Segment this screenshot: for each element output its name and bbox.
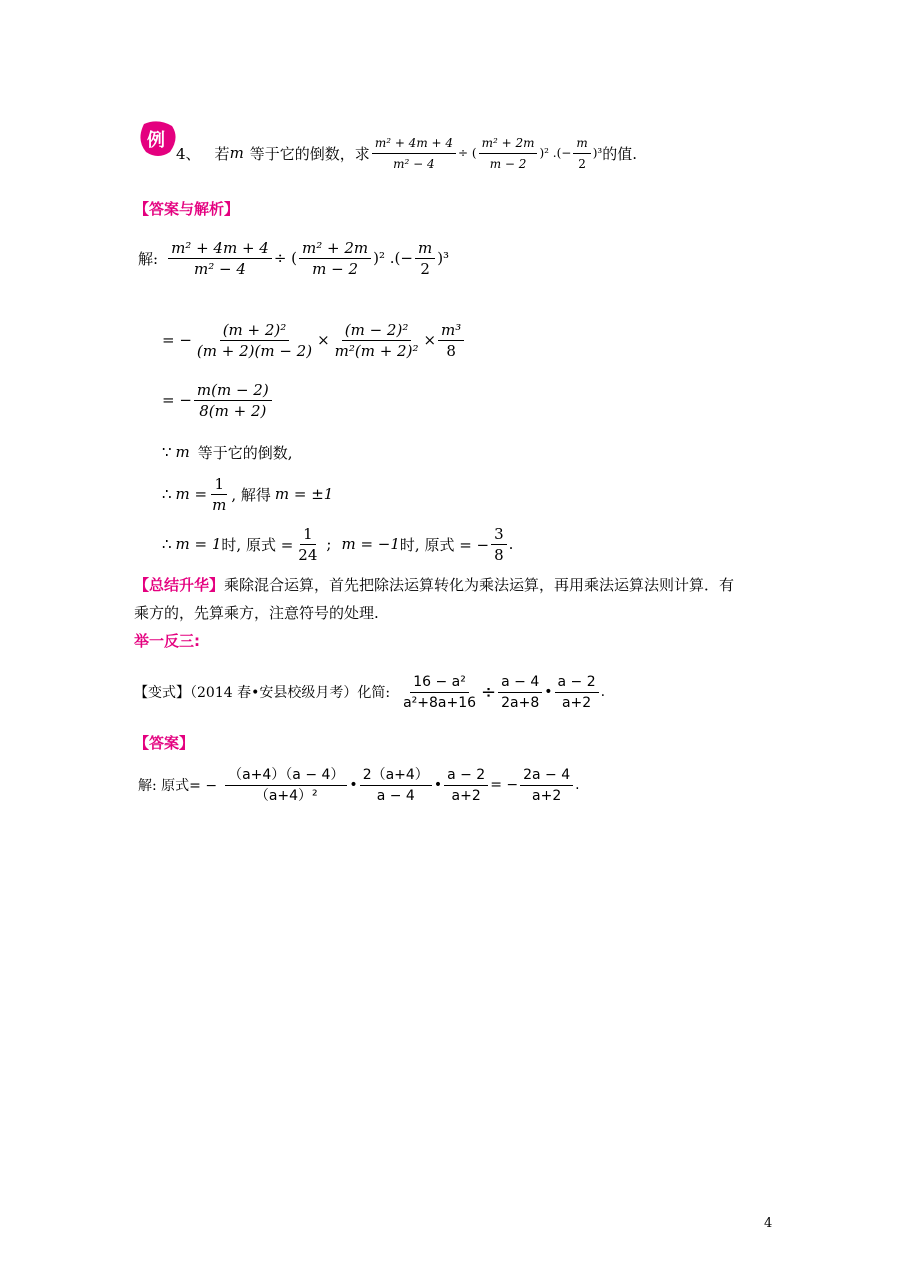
example-fraction-2 <box>479 133 538 174</box>
example-fraction-1-num: m² + 4m + 4 <box>372 133 456 154</box>
solution-l2-f1-num: (m + 2)² <box>220 320 290 341</box>
therefore1-symbol: ∴ <box>162 485 172 503</box>
solution-l1-power: )² .(− <box>373 249 413 267</box>
example-fraction-3-num: m <box>573 133 590 154</box>
solution2-dot-2: • <box>433 777 443 793</box>
summary-line-1 <box>134 574 734 595</box>
therefore1-num: 1 <box>211 474 227 495</box>
because-symbol: ∵ <box>162 443 172 461</box>
page-number: 4 <box>764 1216 773 1231</box>
solution-l2-f3-den: 8 <box>446 341 456 360</box>
solution2-eq: = − <box>490 777 519 793</box>
solution2-f2-den: a − 4 <box>376 787 415 804</box>
example-badge <box>138 120 178 158</box>
variant-label: 【变式】（2014 春•安县校级月考）化简: <box>134 685 391 701</box>
solution2-f1-num: （a+4）（a − 4） <box>225 765 347 786</box>
therefore2-result-label-2: 时, 原式 = − <box>399 535 490 554</box>
solution-l2-times-1: × <box>317 331 330 349</box>
example-badge-label: 例 <box>147 130 165 151</box>
solution-line-3 <box>162 372 274 428</box>
solution-l2-f1-den: (m + 2)(m − 2) <box>196 341 313 360</box>
example-divide: ÷ ( <box>458 146 477 160</box>
solution-l3-num: m(m − 2) <box>194 380 272 401</box>
summary-line-2: 乘方的，先算乘方，注意符号的处理. <box>134 604 379 622</box>
variant-f3-den: a+2 <box>561 694 592 711</box>
answer2-header: 【答案】 <box>134 734 195 752</box>
solution-l2-f3-num: m³ <box>438 320 464 341</box>
variant-f3-num: a − 2 <box>555 672 599 693</box>
variant-f2-num: a − 4 <box>498 672 542 693</box>
variant-fraction-2 <box>498 672 542 713</box>
solution-l2-fraction-3 <box>438 320 464 361</box>
solution2-f3-num: a − 2 <box>444 765 488 786</box>
therefore1-result: m = ±1 <box>274 485 334 503</box>
variant-dot: • <box>544 684 553 700</box>
summary-text-1: 乘除混合运算，首先把除法运算转化为乘法运算，再用乘法运算法则计算．有 <box>224 576 735 594</box>
solution2-f4-den: a+2 <box>532 787 562 804</box>
solution-l1-fraction-2 <box>299 238 371 279</box>
solution-therefore-2 <box>162 520 513 568</box>
solution-l1-f1-den: m² − 4 <box>194 259 246 278</box>
solution-l1-f3-num: m <box>415 238 435 259</box>
solution-l1-f2-num: m² + 2m <box>299 238 371 259</box>
example-suffix: 的值. <box>602 144 638 163</box>
therefore1-den: m <box>212 495 227 514</box>
summary-header: 【总结升华】 <box>134 576 225 594</box>
example-fraction-1-den: m² − 4 <box>393 156 435 171</box>
solution-jie: 解: <box>138 249 159 268</box>
therefore2-fraction-1 <box>295 524 320 565</box>
solution-l1-f1-num: m² + 4m + 4 <box>168 238 272 259</box>
because-text: 等于它的倒数, <box>197 443 293 462</box>
example-prefix: 若 <box>214 144 230 163</box>
therefore2-fraction-2 <box>491 524 507 565</box>
variant-question <box>134 666 605 718</box>
solution2-end: . <box>575 777 580 793</box>
variant-f1-num: 16 − a² <box>410 672 469 693</box>
example-question <box>176 128 637 178</box>
solution2-line <box>138 758 580 812</box>
solution-because <box>162 440 293 464</box>
therefore2-end: . <box>508 535 514 553</box>
therefore2-m2: m = −1 <box>341 535 400 553</box>
example-text: 等于它的倒数，求 <box>249 144 370 163</box>
therefore2-symbol: ∴ <box>162 535 172 553</box>
example-fraction-1 <box>372 133 456 174</box>
example-number: 4、 <box>176 144 201 163</box>
solution-l1-f3-den: 2 <box>420 259 430 278</box>
therefore2-num-2: 3 <box>491 524 507 545</box>
solution-l1-f2-den: m − 2 <box>312 259 359 278</box>
solution2-fraction-3 <box>444 765 488 806</box>
therefore2-separator: ; <box>326 535 332 553</box>
solution2-fraction-4 <box>520 765 573 806</box>
variant-fraction-1 <box>400 672 479 713</box>
example-fraction-2-num: m² + 2m <box>479 133 538 154</box>
example-fraction-2-den: m − 2 <box>489 156 527 171</box>
solution-l1-fraction-3 <box>415 238 435 279</box>
solution-l3-fraction <box>194 380 272 421</box>
solution-l3-eq: = − <box>162 391 192 409</box>
solution-l1-fraction-1 <box>168 238 272 279</box>
variant-end: . <box>600 684 606 700</box>
variant-f2-den: 2a+8 <box>501 694 540 711</box>
solution-l2-fraction-2 <box>332 320 422 361</box>
example-var-m: m <box>229 144 244 162</box>
therefore2-den-2: 8 <box>494 545 504 564</box>
variant-f1-den: a²+8a+16 <box>403 694 477 711</box>
solution-l1-divide: ÷ ( <box>273 249 298 267</box>
solution-l3-den: 8(m + 2) <box>199 401 267 420</box>
solution-l2-f2-den: m²(m + 2)² <box>334 341 419 360</box>
solution2-fraction-1 <box>225 765 347 806</box>
example-power-3: )³ <box>592 146 603 160</box>
variant-divide: ÷ <box>481 681 497 703</box>
solution-l1-power-3: )³ <box>437 249 450 267</box>
example-power: )² .(− <box>539 146 572 160</box>
therefore2-num-1: 1 <box>300 524 316 545</box>
variant-fraction-3 <box>555 672 599 713</box>
extend-header: 举一反三: <box>134 632 200 650</box>
therefore2-m1: m = 1 <box>175 535 222 553</box>
solution2-f1-den: （a+4）² <box>254 787 318 804</box>
solution-line-1 <box>138 232 449 284</box>
example-fraction-3-den: 2 <box>578 156 586 171</box>
solution-l2-fraction-1 <box>194 320 315 361</box>
solution-l2-times-2: × <box>423 331 437 349</box>
therefore1-eq: m = <box>175 485 208 503</box>
solution2-f4-num: 2a − 4 <box>520 765 573 786</box>
solution2-f3-den: a+2 <box>451 787 481 804</box>
example-fraction-3 <box>573 133 590 174</box>
therefore2-result-label-1: 时, 原式 = <box>221 535 294 554</box>
answer-header: 【答案与解析】 <box>134 200 240 218</box>
solution2-f2-num: 2（a+4） <box>360 765 432 786</box>
solution2-jie: 解: 原式= − <box>138 778 218 794</box>
solution-therefore-1 <box>162 470 333 518</box>
therefore1-text: , 解得 <box>231 485 271 504</box>
solution-l2-eq: = − <box>162 331 192 349</box>
therefore2-den-1: 24 <box>298 545 318 564</box>
because-var-m: m <box>175 443 190 461</box>
solution2-dot-1: • <box>349 777 358 793</box>
solution-line-2 <box>162 312 466 368</box>
solution-l2-f2-num: (m − 2)² <box>342 320 412 341</box>
solution2-fraction-2 <box>360 765 432 806</box>
therefore1-fraction <box>209 474 229 515</box>
